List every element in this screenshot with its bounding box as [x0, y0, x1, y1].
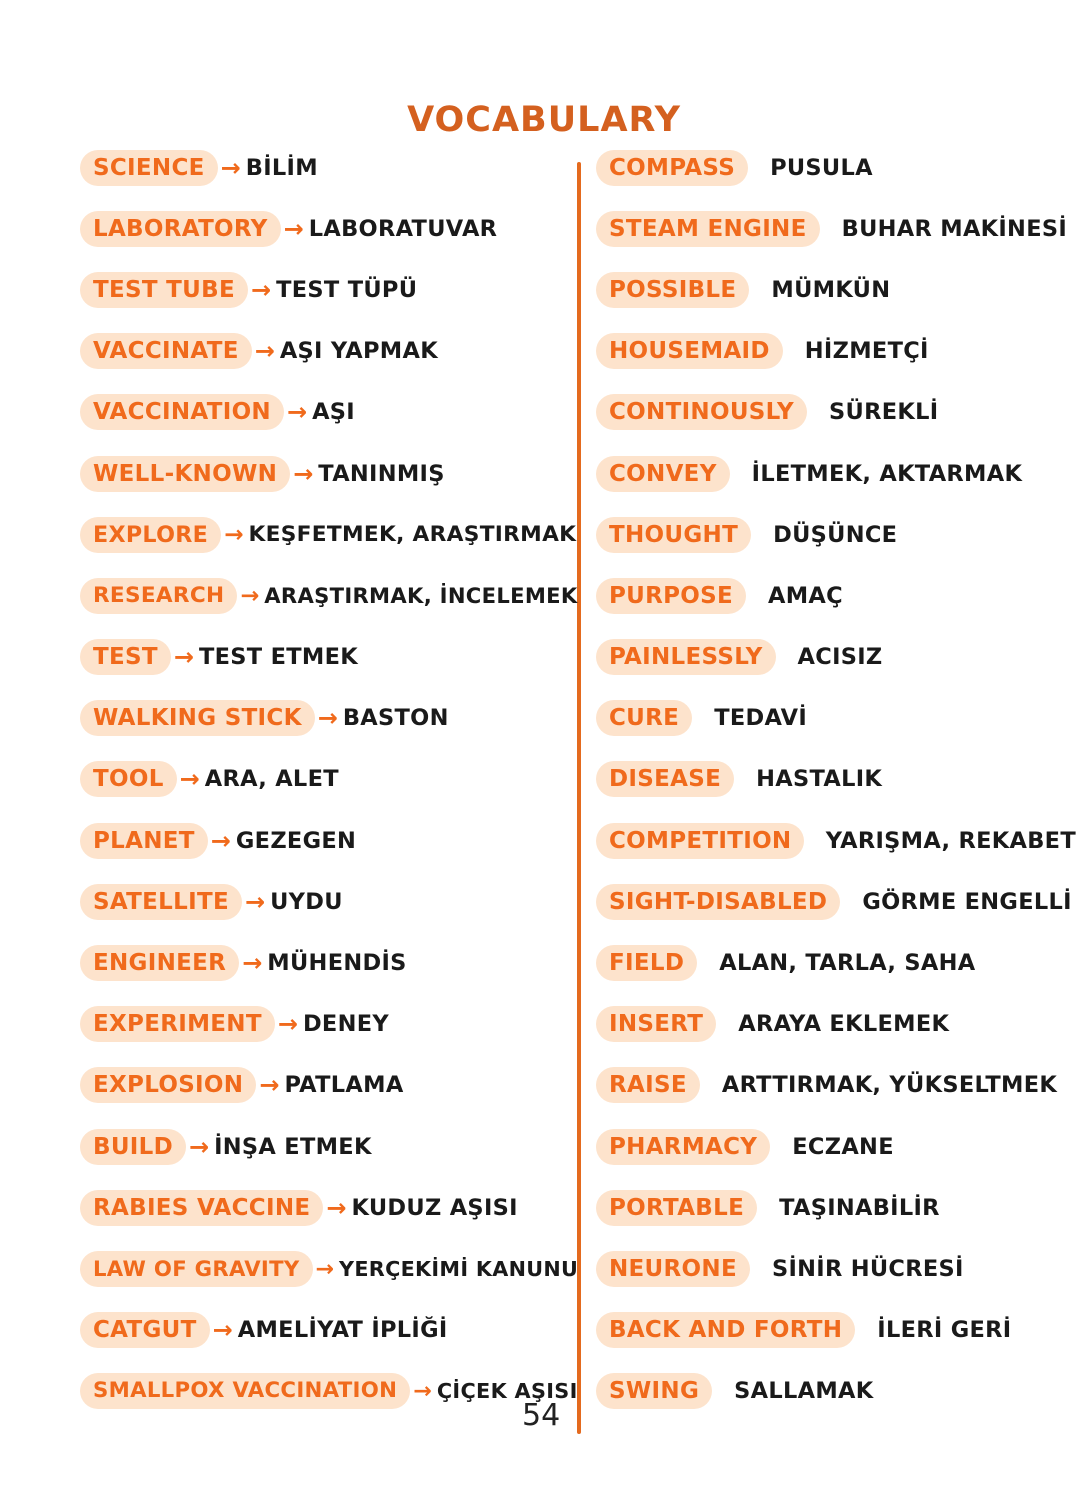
right-arrow-icon: →	[293, 459, 314, 488]
vocab-meaning: UYDU	[270, 888, 343, 915]
vocab-term: TEST	[80, 639, 171, 675]
vocab-term: EXPERIMENT	[80, 1006, 275, 1042]
right-arrow-icon: →	[254, 337, 275, 366]
vocab-term: WELL-KNOWN	[80, 456, 290, 492]
page-title: VOCABULARY	[407, 100, 681, 140]
vocab-term: EXPLORE	[80, 517, 221, 553]
vocab-row	[80, 994, 575, 1055]
vocab-term: PORTABLE	[596, 1190, 757, 1226]
vocab-meaning: İLERİ GERİ	[877, 1317, 1012, 1344]
vocab-row	[80, 1177, 575, 1238]
vocab-meaning: HASTALIK	[756, 766, 883, 793]
vocab-term: THOUGHT	[596, 517, 751, 553]
vocab-row	[596, 1055, 1076, 1116]
vocab-term: CATGUT	[80, 1312, 210, 1348]
vocab-meaning: AMELİYAT İPLİĞİ	[237, 1317, 448, 1344]
right-arrow-icon: →	[224, 521, 244, 548]
vocab-meaning: BİLİM	[245, 154, 318, 181]
right-arrow-icon: →	[220, 153, 241, 182]
vocab-meaning: PATLAMA	[284, 1072, 404, 1099]
vocab-row	[596, 137, 1076, 198]
vocab-term: BUILD	[80, 1129, 186, 1165]
vocab-row	[596, 504, 1076, 565]
vocab-term: PAINLESSLY	[596, 639, 776, 675]
vocab-meaning: BASTON	[342, 705, 449, 732]
right-arrow-icon: →	[317, 704, 338, 733]
vocab-row	[596, 627, 1076, 688]
vocab-row	[596, 1300, 1076, 1361]
right-arrow-icon: →	[240, 582, 260, 609]
vocab-term: CURE	[596, 700, 692, 736]
vocab-term: VACCINATION	[80, 394, 284, 430]
vocab-meaning: ARAYA EKLEMEK	[738, 1011, 950, 1038]
vocab-row	[596, 1238, 1076, 1299]
vocab-meaning: MÜMKÜN	[771, 276, 891, 303]
vocab-row	[596, 688, 1076, 749]
vocab-meaning: ECZANE	[792, 1133, 894, 1160]
vocab-meaning: İNŞA ETMEK	[214, 1133, 372, 1160]
vocab-row	[80, 259, 575, 320]
vocab-term: LABORATORY	[80, 211, 281, 247]
vocab-meaning: TEST ETMEK	[198, 644, 358, 671]
vocab-row	[80, 627, 575, 688]
vocab-row	[596, 1361, 1076, 1422]
right-vocabulary-column	[596, 137, 1076, 1422]
vocab-term: CONTINOUSLY	[596, 394, 807, 430]
right-arrow-icon: →	[283, 214, 304, 243]
vocab-meaning: DÜŞÜNCE	[773, 521, 898, 548]
vocab-row	[80, 137, 575, 198]
vocab-meaning: ARTTIRMAK, YÜKSELTMEK	[721, 1072, 1058, 1099]
vocab-term: INSERT	[596, 1006, 716, 1042]
vocab-meaning: MÜHENDİS	[267, 950, 407, 977]
vocab-row	[80, 749, 575, 810]
left-vocabulary-column	[80, 137, 579, 1422]
vocab-row	[80, 565, 578, 626]
vocab-meaning: LABORATUVAR	[308, 215, 498, 242]
right-arrow-icon: →	[413, 1378, 432, 1405]
vocab-meaning: AMAÇ	[768, 582, 843, 609]
vocab-term: SMALLPOX VACCINATION	[80, 1373, 410, 1409]
vocab-term: SIGHT-DISABLED	[596, 884, 840, 920]
right-arrow-icon: →	[259, 1071, 280, 1100]
vocab-term: VACCINATE	[80, 333, 252, 369]
vocab-meaning: ALAN, TARLA, SAHA	[719, 950, 976, 977]
vocab-row	[80, 688, 575, 749]
vocab-meaning: GEZEGEN	[235, 827, 357, 854]
vocab-term: FIELD	[596, 945, 697, 981]
vocab-term: STEAM ENGINE	[596, 211, 820, 247]
vocab-row	[80, 1116, 575, 1177]
vocab-term: TEST TUBE	[80, 272, 248, 308]
vocab-meaning: SÜREKLİ	[829, 399, 939, 426]
vocab-row	[80, 504, 575, 565]
vocab-meaning: ACISIZ	[797, 644, 883, 671]
vocab-meaning: ÇİÇEK AŞISI	[436, 1379, 578, 1404]
vocab-row	[80, 810, 575, 871]
right-arrow-icon: →	[212, 1316, 233, 1345]
vocab-meaning: PUSULA	[770, 154, 873, 181]
vocab-term: SWING	[596, 1373, 712, 1409]
vocab-row	[80, 1055, 575, 1116]
vocab-meaning: ARAŞTIRMAK, İNCELEMEK	[264, 583, 578, 609]
vocab-term: RAISE	[596, 1067, 700, 1103]
vocab-row	[596, 198, 1076, 259]
vocab-row	[80, 198, 575, 259]
vocab-meaning: BUHAR MAKİNESİ	[841, 215, 1068, 242]
vocab-term: COMPASS	[596, 150, 748, 186]
vocab-row	[596, 932, 1076, 993]
vocab-row	[596, 871, 1076, 932]
vocab-meaning: SİNİR HÜCRESİ	[771, 1255, 964, 1282]
vocab-row	[596, 810, 1076, 871]
vocab-row	[80, 1238, 579, 1299]
vocab-term: RESEARCH	[80, 578, 237, 614]
vocab-meaning: GÖRME ENGELLİ	[862, 888, 1072, 915]
vocab-term: NEURONE	[596, 1251, 750, 1287]
vocab-term: PURPOSE	[596, 578, 746, 614]
vocab-meaning: TANINMIŞ	[318, 460, 445, 487]
vocab-term: HOUSEMAID	[596, 333, 783, 369]
vocab-meaning: TEDAVİ	[714, 705, 808, 732]
vocab-row	[80, 321, 575, 382]
vocab-row	[80, 871, 575, 932]
vocab-meaning: AŞI	[312, 399, 355, 426]
right-arrow-icon: →	[242, 949, 263, 978]
vocab-term: PHARMACY	[596, 1129, 770, 1165]
vocab-term: EXPLOSION	[80, 1067, 256, 1103]
vocab-term: ENGINEER	[80, 945, 239, 981]
vocab-row	[80, 932, 575, 993]
vocab-row	[596, 1116, 1076, 1177]
right-arrow-icon: →	[277, 1010, 298, 1039]
vocab-meaning: DENEY	[302, 1011, 389, 1038]
right-arrow-icon: →	[173, 643, 194, 672]
vocab-term: CONVEY	[596, 456, 730, 492]
vocab-meaning: İLETMEK, AKTARMAK	[751, 460, 1023, 487]
vocab-term: PLANET	[80, 823, 208, 859]
vocab-row	[80, 382, 575, 443]
vocab-row	[596, 382, 1076, 443]
vocab-row	[596, 994, 1076, 1055]
vocab-row	[596, 565, 1076, 626]
right-arrow-icon: →	[179, 765, 200, 794]
vocab-term: POSSIBLE	[596, 272, 749, 308]
vocab-meaning: AŞI YAPMAK	[279, 338, 438, 365]
right-arrow-icon: →	[210, 826, 231, 855]
vocab-meaning: HİZMETÇİ	[804, 338, 929, 365]
vocab-meaning: YERÇEKİMİ KANUNU	[339, 1256, 579, 1281]
vocab-term: COMPETITION	[596, 823, 804, 859]
vocab-term: BACK AND FORTH	[596, 1312, 855, 1348]
vocab-row	[80, 1300, 575, 1361]
vocab-row	[80, 1361, 578, 1422]
vocab-meaning: TEST TÜPÜ	[276, 276, 418, 303]
vocab-row	[596, 1177, 1076, 1238]
vocab-meaning: TAŞINABİLİR	[779, 1194, 940, 1221]
right-arrow-icon: →	[286, 398, 308, 427]
vocab-meaning: ARA, ALET	[204, 766, 339, 793]
right-arrow-icon: →	[315, 1255, 335, 1282]
vocab-term: SCIENCE	[80, 150, 218, 186]
vocab-meaning: YARIŞMA, REKABET	[825, 827, 1076, 854]
vocab-meaning: SALLAMAK	[734, 1378, 874, 1405]
vocab-row	[80, 443, 575, 504]
vocab-meaning: KEŞFETMEK, ARAŞTIRMAK	[248, 522, 577, 548]
vocab-row	[596, 321, 1076, 382]
vocab-term: RABIES VACCINE	[80, 1190, 323, 1226]
vocab-meaning: KUDUZ AŞISI	[351, 1194, 518, 1221]
vocab-term: TOOL	[80, 761, 177, 797]
vocab-term: SATELLITE	[80, 884, 242, 920]
right-arrow-icon: →	[326, 1193, 347, 1222]
vocab-row	[596, 749, 1076, 810]
vocab-row	[596, 443, 1076, 504]
page-number: 54	[522, 1398, 561, 1433]
vocab-row	[596, 259, 1076, 320]
column-divider	[577, 162, 581, 1434]
right-arrow-icon: →	[244, 887, 266, 916]
vocab-term: LAW OF GRAVITY	[80, 1251, 313, 1287]
vocab-term: DISEASE	[596, 761, 734, 797]
right-arrow-icon: →	[189, 1132, 210, 1161]
vocab-term: WALKING STICK	[80, 700, 315, 736]
right-arrow-icon: →	[250, 275, 272, 304]
